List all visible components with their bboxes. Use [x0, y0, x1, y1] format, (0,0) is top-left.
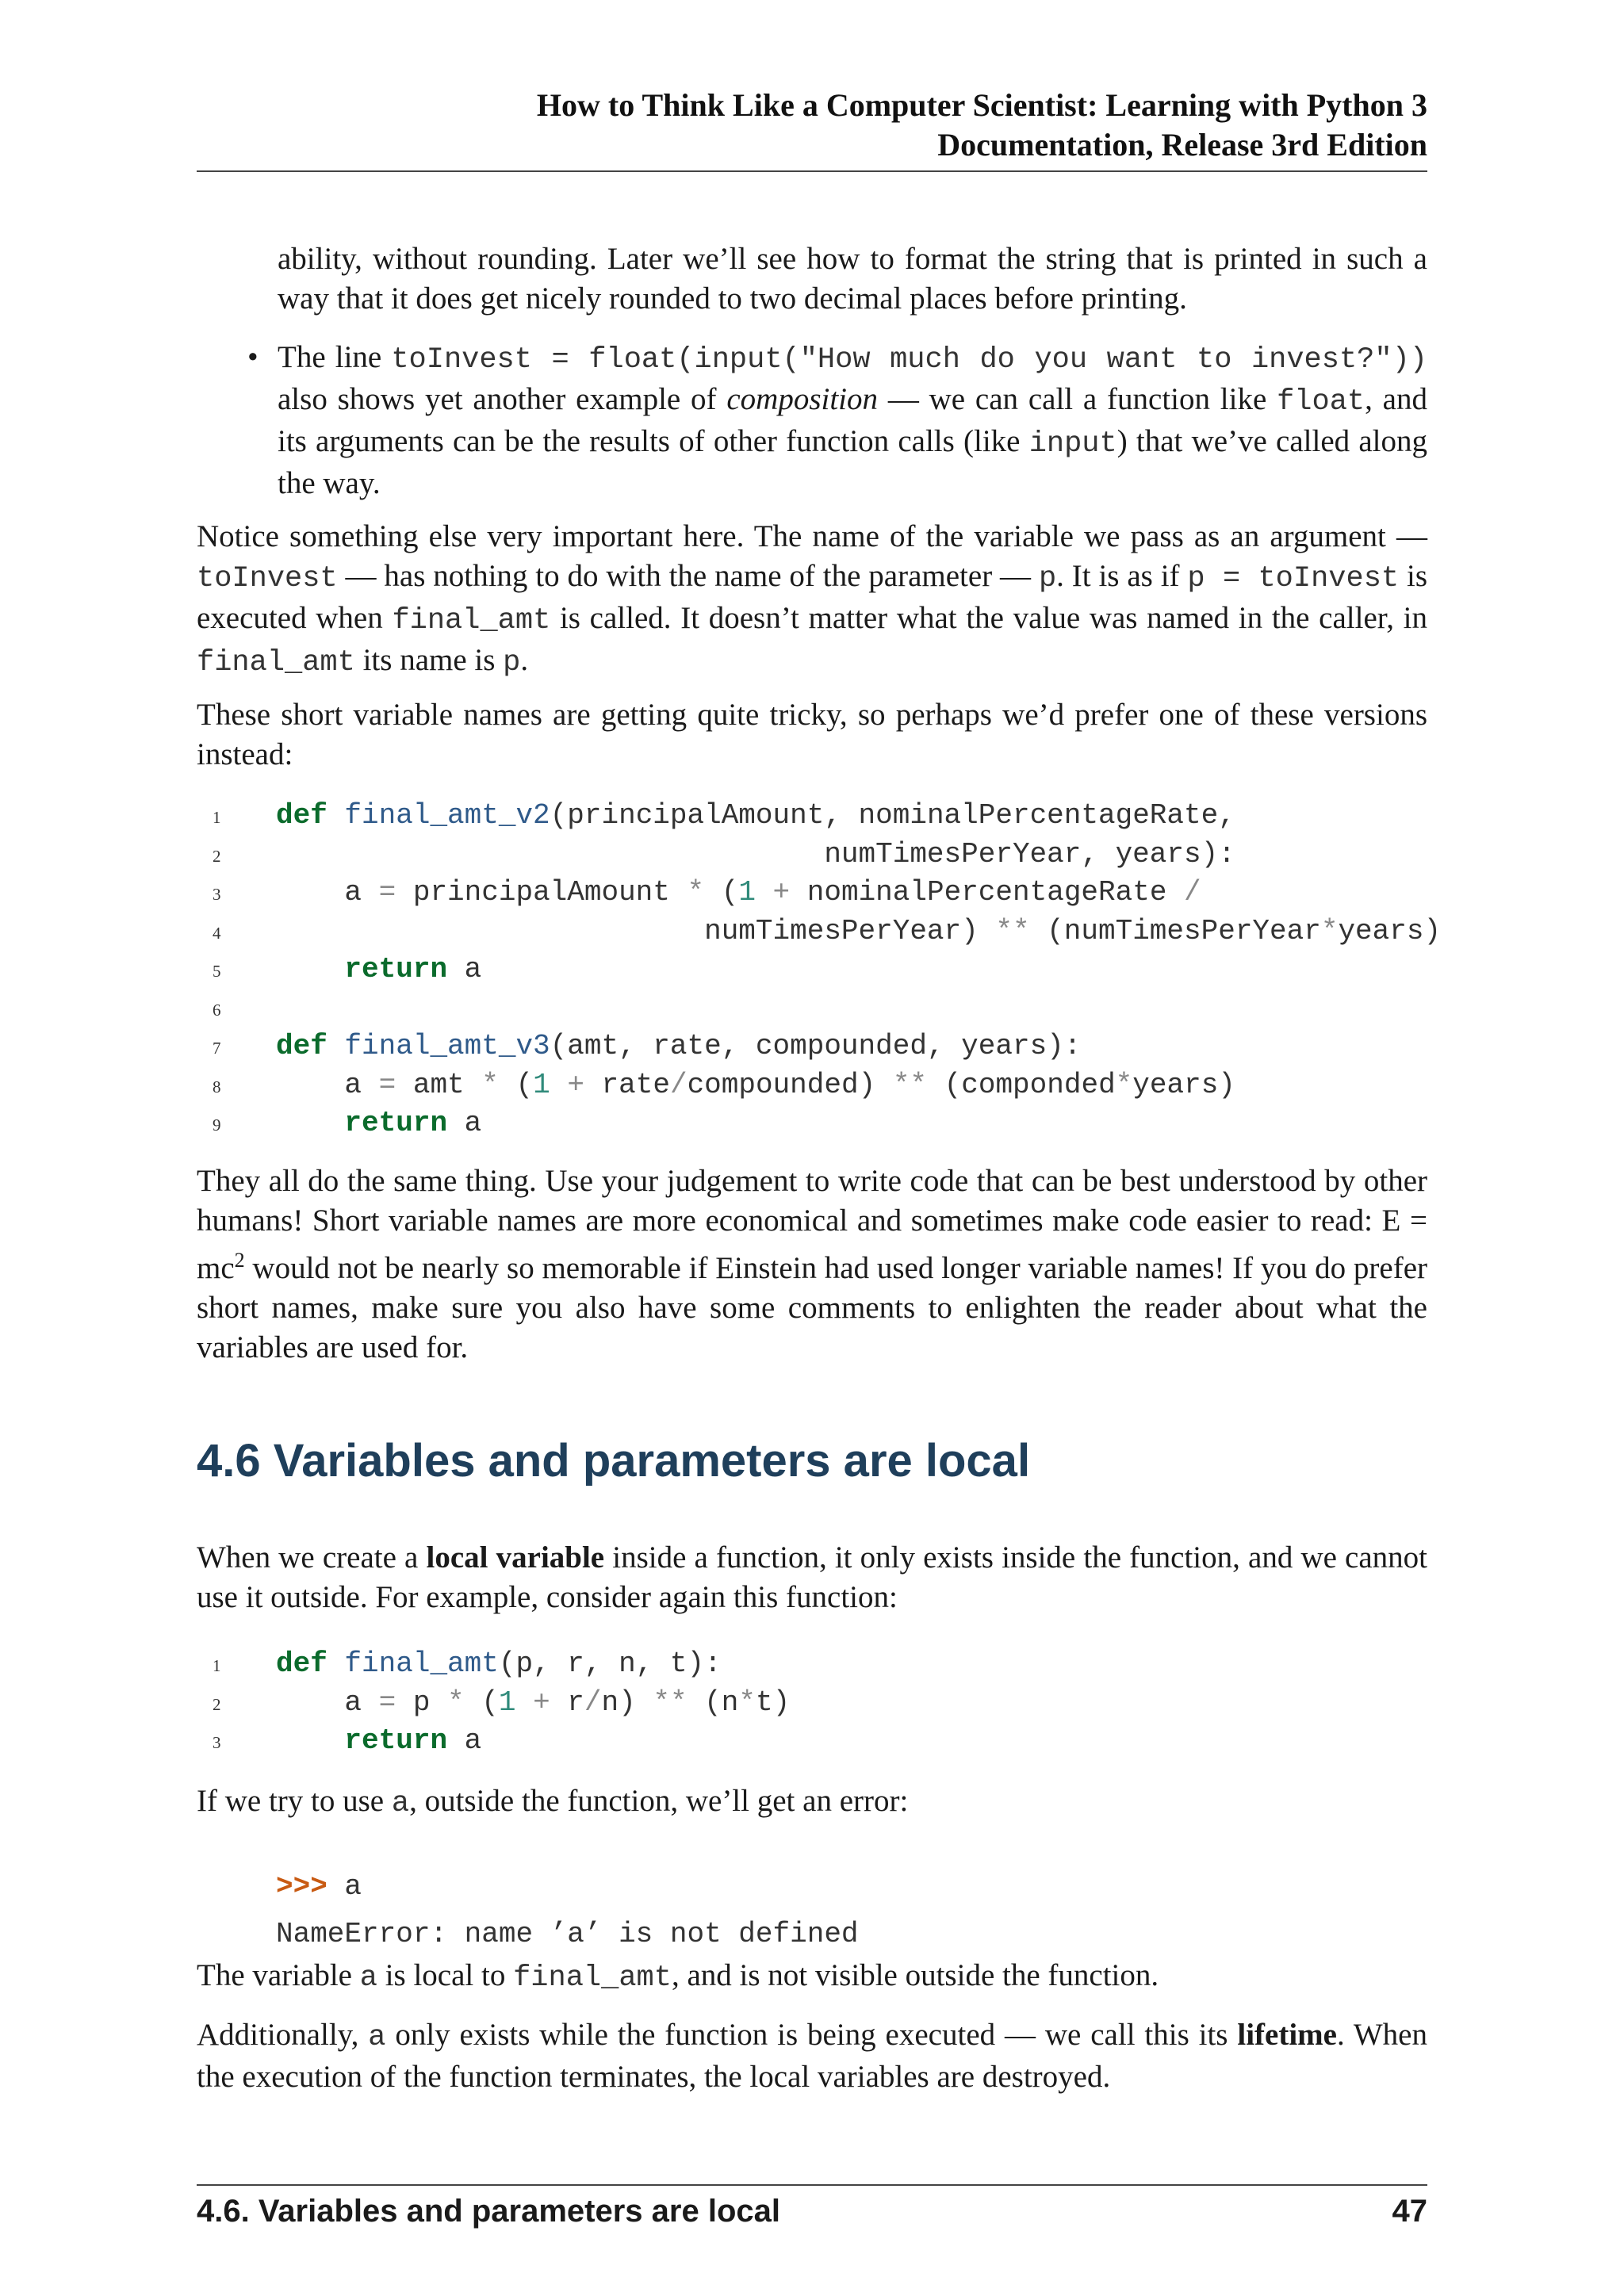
keyword: def: [276, 799, 327, 832]
text: , and is not visible outside the function.: [671, 1958, 1159, 1992]
code-line: [213, 874, 1441, 913]
inline-code: input: [1028, 427, 1117, 461]
code-line: [213, 1723, 790, 1762]
inline-code: toInvest = float(input("How much do you want to invest?")): [391, 343, 1427, 377]
line-number: 4: [213, 923, 221, 943]
text: Notice something else very important here. The name of the variable we pass as an argument —: [197, 519, 1427, 553]
inline-code: a: [368, 2021, 386, 2054]
code-line: [213, 1646, 790, 1685]
operator: =: [378, 1068, 396, 1101]
operator: /: [584, 1686, 602, 1719]
code-text: (numTimesPerYear: [1029, 914, 1321, 947]
number: 1: [498, 1686, 516, 1719]
operator: **: [653, 1686, 688, 1719]
code-text: (n: [687, 1686, 739, 1719]
code-block-final-amt: [213, 1646, 790, 1762]
paragraph-local-variable: [197, 1538, 1427, 1617]
paragraph-notice: [197, 517, 1427, 683]
operator: /: [1184, 876, 1201, 909]
emphasis: composition: [726, 382, 879, 416]
text: . When the execution of the function terminates, the local variables are destroyed.: [197, 2018, 1427, 2094]
code-text: n): [601, 1686, 653, 1719]
function-name: final_amt_v2: [344, 799, 550, 832]
code-text: (amt, rate, compounded, years):: [550, 1030, 1082, 1062]
code-text: (: [498, 1068, 534, 1101]
keyword: def: [276, 1647, 327, 1680]
text: — has nothing to do with the name of the parameter —: [337, 559, 1039, 593]
code-text: p: [396, 1686, 448, 1719]
operator: +: [567, 1068, 584, 1101]
text: If we try to use: [197, 1784, 392, 1818]
operator: *: [687, 876, 705, 909]
code-text: principalAmount: [396, 876, 688, 909]
text: — we can call a function like: [878, 382, 1277, 416]
text: , and its arguments can be the results of other function calls (like: [278, 382, 1427, 458]
text: ) that we’ve called along the way.: [278, 424, 1427, 500]
line-number: 3: [213, 1733, 221, 1752]
inline-code: final_amt: [197, 646, 355, 679]
code-text: [515, 1686, 533, 1719]
text: The line: [278, 340, 392, 374]
keyword: return: [344, 1107, 448, 1139]
line-number: 9: [213, 1115, 221, 1135]
header-rule: [197, 170, 1427, 172]
paragraph-try-use-a: [197, 1781, 1427, 1823]
text: , outside the function, we’ll get an error:: [409, 1784, 909, 1818]
repl-error-output: NameError: name ’a’ is not defined: [276, 1918, 859, 1950]
line-number: 3: [213, 885, 221, 904]
superscript: 2: [234, 1249, 245, 1272]
paragraph-lifetime: [197, 2015, 1427, 2097]
text: is called. It doesn’t matter what the value was named in the caller, in: [550, 601, 1427, 635]
operator: *: [1320, 914, 1339, 947]
line-number: 1: [213, 808, 221, 827]
code-block-final-amt-versions: [213, 798, 1441, 1144]
repl-prompt: >>>: [276, 1870, 327, 1903]
code-text: numTimesPerYear, years):: [276, 837, 1235, 871]
operator: *: [447, 1686, 465, 1719]
code-text: (componded: [927, 1068, 1116, 1101]
header-title-line2: Documentation, Release 3rd Edition: [937, 127, 1427, 163]
bold-term: local variable: [426, 1540, 605, 1575]
code-text: (principalAmount, nominalPercentageRate,: [550, 799, 1235, 832]
operator: **: [995, 914, 1030, 947]
code-line: [213, 1685, 790, 1724]
text: its name is: [354, 643, 504, 677]
code-line: [213, 798, 1441, 836]
line-number: 2: [213, 846, 221, 866]
code-line: [213, 990, 1441, 1029]
code-line: [213, 951, 1441, 990]
code-text: [756, 876, 773, 909]
line-number: 2: [213, 1694, 221, 1714]
code-text: years): [1132, 1068, 1235, 1101]
operator: =: [378, 1686, 396, 1719]
text: is local to: [377, 1958, 514, 1992]
function-name: final_amt: [344, 1647, 499, 1680]
code-text: a: [276, 1068, 379, 1101]
bullet-continuation: ability, without rounding. Later we’ll see how to format the string that is printed in such a way that it does get nicely rounded to two decimal places before printing.: [278, 242, 1427, 316]
text: .: [520, 643, 529, 677]
inline-code: p: [1038, 562, 1057, 595]
code-line: [213, 1105, 1441, 1144]
repl-input-line: [276, 1863, 859, 1911]
code-text: nominalPercentageRate: [790, 876, 1185, 909]
code-text: rate: [584, 1068, 670, 1101]
code-text: [550, 1069, 568, 1101]
code-text: amt: [396, 1068, 482, 1101]
code-text: (: [704, 876, 739, 909]
keyword: return: [344, 1724, 448, 1757]
page-number: 47: [1392, 2194, 1427, 2229]
code-text: t): [755, 1686, 791, 1719]
text: only exists while the function is being executed — we call this its: [385, 2018, 1238, 2052]
repl-block: [276, 1863, 859, 1958]
code-line: [213, 1067, 1441, 1106]
code-text: compounded): [687, 1068, 893, 1101]
inline-code: toInvest: [197, 562, 338, 595]
text: is executed when: [197, 559, 1427, 635]
bullet-marker: •: [247, 340, 259, 374]
operator: +: [772, 876, 791, 909]
inline-code: a: [359, 1961, 377, 1995]
code-text: (: [464, 1686, 499, 1719]
code-text: r: [550, 1686, 584, 1719]
text: They all do the same thing. Use your judgement to write code that can be best understood by other humans! Short variable names are more economical and sometimes make code easier to read: E = mc: [197, 1164, 1427, 1285]
line-number: 6: [213, 1000, 221, 1020]
inline-code: p = toInvest: [1187, 562, 1400, 595]
operator: +: [533, 1686, 550, 1719]
number: 1: [738, 876, 756, 909]
code-text: (p, r, n, t):: [498, 1647, 722, 1680]
operator: *: [481, 1068, 499, 1101]
function-name: final_amt_v3: [344, 1030, 550, 1062]
code-text: numTimesPerYear): [276, 914, 996, 947]
footer-section-title: 4.6. Variables and parameters are local: [197, 2194, 780, 2229]
text: . It is as if: [1056, 559, 1188, 593]
inline-code: float: [1277, 385, 1365, 419]
paragraph-same-thing: [197, 1161, 1427, 1368]
keyword: return: [344, 953, 448, 985]
code-line: [213, 913, 1441, 952]
footer-rule: [197, 2184, 1427, 2186]
code-text: a: [276, 876, 379, 909]
operator: =: [378, 876, 396, 909]
code-line: [213, 836, 1441, 875]
code-text: a: [447, 953, 482, 985]
text: would not be nearly so memorable if Einstein had used longer variable names! If you do prefer short names, make sure you also have some comments to enlighten the reader about what the variables are used for.: [197, 1251, 1427, 1364]
paragraph-variable-local: [197, 1956, 1427, 1998]
operator: *: [1115, 1068, 1133, 1101]
inline-code: a: [391, 1787, 410, 1820]
line-number: 5: [213, 962, 221, 981]
keyword: def: [276, 1030, 327, 1062]
header-title-line1: How to Think Like a Computer Scientist: Learning with Python 3: [536, 87, 1427, 123]
number: 1: [533, 1068, 550, 1101]
inline-code: p: [503, 646, 521, 679]
code-line: [213, 1028, 1441, 1067]
code-text: a: [447, 1724, 482, 1757]
text: Additionally,: [197, 2018, 369, 2052]
operator: *: [738, 1686, 756, 1719]
bold-term: lifetime: [1237, 2018, 1337, 2052]
operator: **: [892, 1068, 928, 1101]
line-number: 7: [213, 1039, 221, 1058]
inline-code: final_amt: [513, 1961, 672, 1995]
operator: /: [669, 1068, 688, 1101]
inline-code: final_amt: [392, 604, 551, 637]
text: The variable: [197, 1958, 360, 1992]
line-number: 8: [213, 1077, 221, 1096]
text: When we create a: [197, 1540, 427, 1575]
running-header: [197, 86, 1427, 165]
text: inside a function, it only exists inside the function, and we cannot use it outside. For example, consider again this function:: [197, 1540, 1428, 1614]
text: also shows yet another example of: [278, 382, 727, 416]
code-text: years): [1338, 914, 1442, 947]
repl-input: a: [327, 1870, 362, 1903]
paragraph-short-names: These short variable names are getting quite tricky, so perhaps we’d prefer one of these versions instead:: [197, 698, 1427, 771]
line-number: 1: [213, 1656, 221, 1675]
bullet-paragraph: [278, 338, 1427, 503]
code-text: a: [276, 1686, 379, 1719]
code-text: a: [447, 1107, 482, 1139]
section-heading: 4.6 Variables and parameters are local: [197, 1435, 1031, 1487]
